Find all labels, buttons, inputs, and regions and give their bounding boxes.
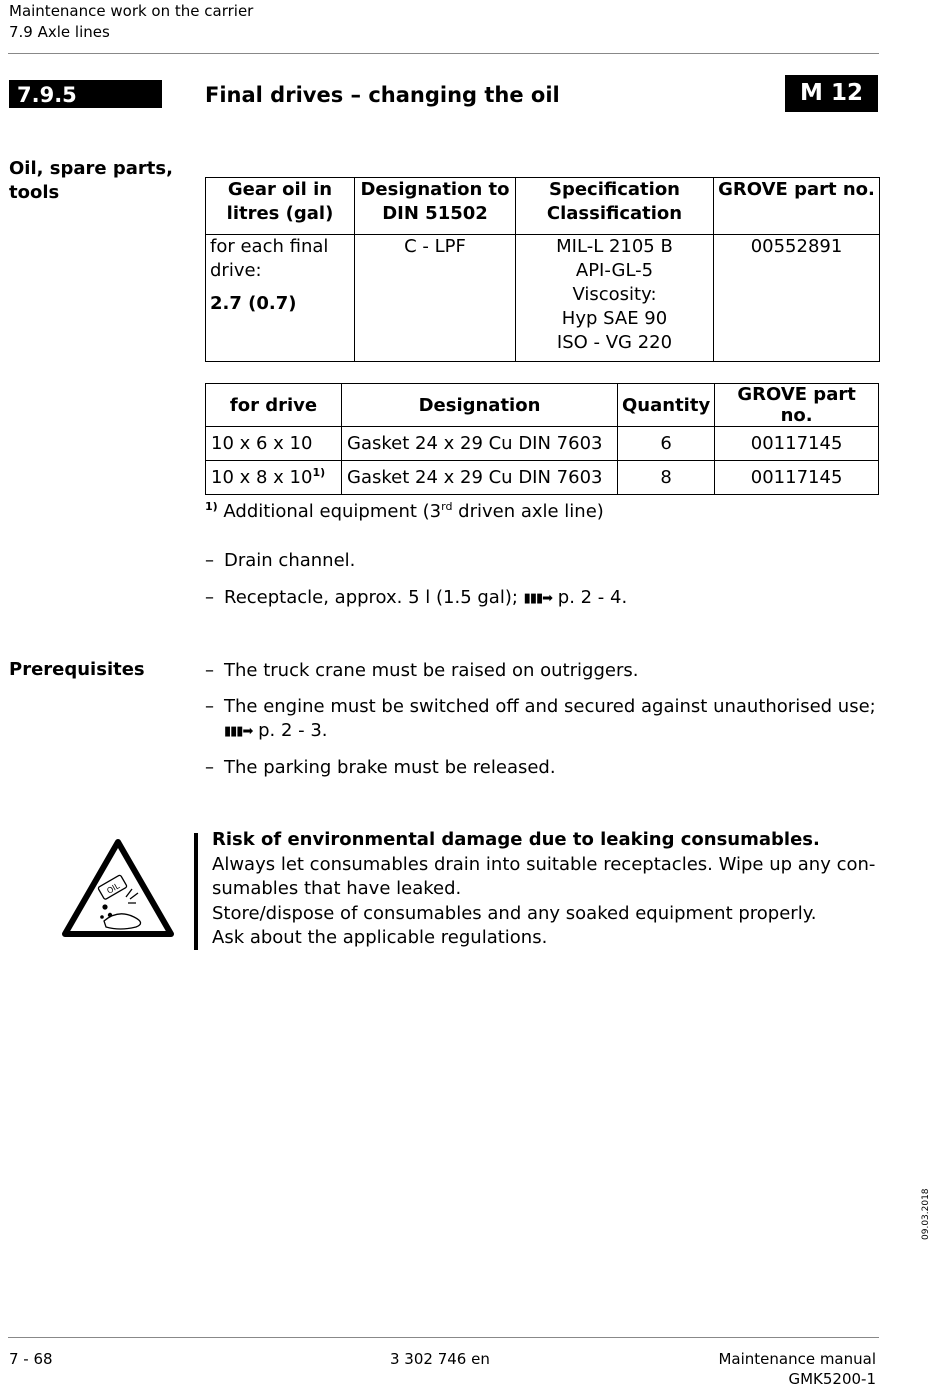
date-stamp: 09.03.2018: [921, 1188, 931, 1240]
warning-line: Ask about the applicable regulations.: [212, 927, 548, 948]
list-item: – Receptacle, approx. 5 l (1.5 gal); ▮▮▮➡ p. 2 - 4.: [205, 586, 885, 611]
warning-line: sumables that have leaked.: [212, 878, 462, 899]
column-header: Designation to DIN 51502: [355, 178, 516, 235]
list-item: – The truck crane must be raised on outriggers.: [205, 660, 639, 681]
footnote: [205, 500, 885, 524]
chapter-heading: Maintenance work on the carrier: [9, 2, 254, 20]
footnote-text-end: driven axle line): [452, 501, 604, 522]
drive-cell: [206, 427, 342, 461]
manual-model: GMK5200-1: [788, 1370, 876, 1388]
column-header: GROVE part no.: [714, 178, 880, 235]
prerequisite-text: The parking brake must be released.: [224, 757, 556, 778]
gear-oil-amount: 2.7 (0.7): [210, 293, 297, 314]
section-title: Final drives – changing the oil: [205, 83, 560, 107]
table-row: [206, 461, 879, 495]
table-header-row: [206, 178, 880, 235]
table-row: [206, 427, 879, 461]
drive-cell: [206, 461, 342, 495]
gear-oil-text: for each final drive:: [210, 236, 329, 281]
maintenance-badge: M 12: [785, 75, 878, 112]
column-header: Gear oil in litres (gal): [206, 178, 355, 235]
footnote-text: Additional equipment (3: [223, 501, 442, 522]
header-rule: [8, 53, 879, 54]
page-reference-arrow-icon: ▮▮▮➡: [523, 591, 553, 606]
drive-text: 10 x 6 x 10: [211, 433, 313, 454]
designation-cell: Gasket 24 x 29 Cu DIN 7603: [342, 461, 618, 495]
manual-title: [718, 1349, 876, 1389]
column-header: Designation: [342, 384, 618, 427]
spare-parts-table: [205, 383, 879, 495]
environmental-hazard-icon: [60, 837, 176, 939]
quantity-cell: 8: [618, 461, 715, 495]
part-number-cell: 00552891: [714, 235, 880, 362]
document-number: 3 302 746 en: [390, 1350, 490, 1368]
specification-cell: [516, 235, 714, 362]
table-row: [206, 235, 880, 362]
column-header: Specification Classification: [516, 178, 714, 235]
quantity-cell: 6: [618, 427, 715, 461]
warning-title: Risk of environmental damage due to leaking consumables.: [212, 829, 820, 850]
spec-line: ISO - VG 220: [556, 332, 673, 353]
table-header-row: [206, 384, 879, 427]
warning-bar: [194, 833, 198, 950]
drive-text: 10 x 8 x 10: [211, 467, 313, 488]
section-number: 7.9.5: [9, 80, 162, 108]
footer-rule: [8, 1337, 879, 1338]
designation-cell: C - LPF: [355, 235, 516, 362]
list-item: – Drain channel.: [205, 550, 356, 571]
list-item: – The parking brake must be released.: [205, 757, 556, 778]
footnote-superscript: rd: [441, 500, 453, 513]
prerequisites-label: Prerequisites: [9, 659, 145, 680]
spec-line: MIL-L 2105 B: [556, 236, 673, 257]
warning-line: Store/dispose of consumables and any soaked equipment properly.: [212, 902, 817, 924]
spec-line: Hyp SAE 90: [561, 308, 668, 329]
page-reference-link[interactable]: p. 2 - 4.: [557, 587, 628, 608]
prerequisite-text: The engine must be switched off and secured against unauthorised use;: [224, 696, 876, 717]
gear-oil-cell: [206, 235, 355, 362]
spec-line: Viscosity:: [572, 284, 657, 305]
footnote-marker: 1): [205, 500, 218, 513]
prerequisite-text: The truck crane must be raised on outriggers.: [224, 660, 639, 681]
tool-text: Drain channel.: [224, 550, 356, 571]
column-header: for drive: [206, 384, 342, 427]
column-header: GROVE part no.: [715, 384, 879, 427]
designation-cell: Gasket 24 x 29 Cu DIN 7603: [342, 427, 618, 461]
warning-text: [212, 828, 880, 951]
footnote-ref: 1): [312, 466, 326, 479]
spec-line: API-GL-5: [575, 260, 654, 281]
column-header: Quantity: [618, 384, 715, 427]
manual-name: Maintenance manual: [718, 1350, 876, 1368]
page-reference-link[interactable]: p. 2 - 3.: [258, 720, 328, 741]
page-reference-arrow-icon: ▮▮▮➡: [224, 724, 253, 739]
oil-section-label: Oil, spare parts, tools: [9, 158, 173, 203]
section-heading: 7.9 Axle lines: [9, 23, 110, 41]
tool-text: Receptacle, approx. 5 l (1.5 gal);: [224, 587, 518, 608]
list-item: – The engine must be switched off and secured against unauthorised use; ▮▮▮➡ p. 2 - 3.: [205, 695, 885, 744]
gear-oil-table: [205, 177, 880, 362]
page-number: 7 - 68: [9, 1350, 53, 1368]
icon-oil-label: OIL: [105, 881, 122, 896]
part-number-cell: 00117145: [715, 427, 879, 461]
warning-line: Always let consumables drain into suitable receptacles. Wipe up any con-: [212, 853, 876, 875]
part-number-cell: 00117145: [715, 461, 879, 495]
